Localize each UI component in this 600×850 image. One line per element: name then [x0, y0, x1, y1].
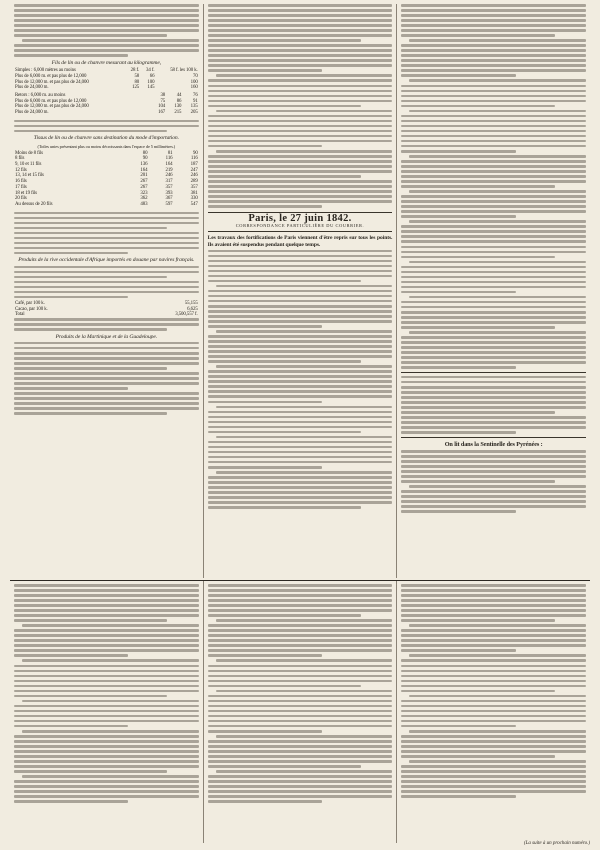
row-value: 116 [165, 156, 173, 162]
row-value: 357 [165, 184, 173, 190]
row-value: 357 [190, 184, 198, 190]
dateline-title: Paris, le 27 juin 1842. [248, 212, 352, 224]
row-value: 136 [140, 162, 148, 167]
row-value: 160 [190, 85, 198, 91]
row-value: 597 [165, 201, 173, 207]
row-value: 381 [190, 190, 198, 196]
row-label: Plus de 12,000 m. et pas plus de 24,000 [15, 104, 89, 110]
tissus-heading: Tissus de lin ou de chanvre sans destination du mode d'importation. [33, 135, 179, 142]
row-value: 90 [142, 156, 148, 162]
row-value: 66 [149, 73, 155, 79]
row-value: 187 [190, 162, 198, 167]
row-value: 44 [176, 92, 182, 98]
row-value: 201 [140, 173, 148, 179]
left-column [10, 4, 203, 578]
row-value: 91 [192, 98, 198, 104]
martinique-heading: Produits de la Martinique et de la Guadeloupe. [55, 333, 158, 340]
row-label: Plus de 12,000 m. et pas plus de 24,000 [15, 79, 89, 85]
row-label: 17 fils [15, 184, 27, 190]
right-column [396, 4, 590, 578]
row-value: 80 [142, 150, 148, 156]
row-value: 38 [160, 92, 166, 98]
row-value: 6,625 [187, 306, 198, 312]
produits-heading: Produits de la rive occidentale d'Afrique importés en douane par navires français. [18, 257, 195, 264]
fils-simples-table [14, 68, 199, 91]
chambre-title: On lit dans la Sentinelle des Pyrénées : [444, 440, 543, 448]
row-value: 81 [167, 150, 173, 156]
row-value: 393 [165, 190, 173, 196]
row-label: Plus de 6,000 m. et pas plus de 12,000 [15, 98, 87, 104]
row-label: Plus de 24,000 m. [15, 85, 49, 91]
row-value: 246 [190, 173, 198, 179]
row-label: Moins de 8 fils [15, 150, 43, 156]
row-value: 90 [192, 150, 198, 156]
row-value: 76 [192, 92, 198, 98]
row-label: Plus de 6,000 m. et pas plus de 12,000 [15, 73, 87, 79]
row-value: 116 [190, 156, 198, 162]
row-value: 367 [165, 196, 173, 202]
row-label: 12 fils [15, 167, 27, 173]
row-value: 267 [140, 179, 148, 185]
row-value: 164 [140, 167, 148, 173]
fils-heading: Fils de lin ou de chanvre mesurant au kilogramme, [51, 59, 162, 66]
row-label: 9, 10 et 11 fils [15, 162, 42, 167]
row-value: 267 [140, 184, 148, 190]
row-label: Au dessus de 20 fils [15, 201, 53, 207]
row-value: 58 [134, 73, 140, 79]
tissus-table [14, 151, 199, 208]
row-value: 219 [165, 167, 173, 173]
feuilleton-band [10, 580, 590, 843]
row-value: 167 [158, 110, 166, 116]
row-value: 75 [160, 98, 166, 104]
middle-column [203, 4, 397, 578]
row-value: 330 [190, 196, 198, 202]
row-value: 100 [190, 79, 198, 85]
row-label: Café, par 100 k. [15, 300, 45, 306]
dateline-masthead [208, 212, 393, 232]
row-value: 246 [165, 173, 173, 179]
row-value: 100 [147, 79, 155, 85]
row-label: 18 et 19 fils [15, 190, 37, 196]
row-label: Simples : 6,000 mètres au moins [15, 68, 76, 74]
row-value: 34 f. [146, 68, 155, 74]
row-value: 3,500,557 f. [175, 312, 198, 318]
row-value: 289 [190, 179, 198, 185]
row-label: Retors : 6,000 m. au moins [15, 92, 66, 98]
row-value: 58 f. les 100 k. [170, 68, 198, 74]
row-value: 164 [165, 162, 173, 167]
totals-table [14, 301, 199, 318]
row-value: 215 [174, 110, 182, 116]
row-value: 70 [192, 73, 198, 79]
row-value: 247 [190, 167, 198, 173]
row-value: 125 [132, 85, 140, 91]
continuation-note: (La suite à un prochain numéro.) [523, 841, 590, 846]
row-value: 145 [147, 85, 155, 91]
row-value: 135 [190, 104, 198, 110]
row-label: Cacao, par 100 k. [15, 306, 48, 312]
upper-columns [10, 4, 590, 578]
tissus-subheading: (Toiles unies présentant plus ou moins décroissants dans l'espace de 5 millimètres.) [37, 143, 176, 149]
feuilleton-col-3 [396, 581, 590, 843]
row-value: 362 [140, 196, 148, 202]
row-value: 483 [140, 201, 148, 207]
row-label: 20 fils [15, 196, 27, 202]
lead-paragraph: Les travaux des fortifications de Paris viennent d'être repris sur tous les points. Ils avaient été suspendus pendant quelque temps. [207, 235, 393, 248]
row-value: 28 f. [130, 68, 140, 74]
row-value: 547 [190, 201, 198, 207]
row-value: 205 [190, 110, 198, 116]
simples-row [14, 85, 199, 91]
row-value: 323 [140, 190, 148, 196]
row-value: 80 [134, 79, 140, 85]
row-label: 8 fils [15, 156, 25, 162]
fils-retors-table [14, 93, 199, 116]
row-value: 55,155 [184, 300, 198, 306]
row-value: 317 [165, 179, 173, 185]
feuilleton-col-2 [203, 581, 397, 843]
row-label: 13, 14 et 15 fils [15, 173, 44, 179]
dateline-subtitle: CORRESPONDANCE PARTICULIÈRE DU COURRIER. [235, 223, 365, 229]
row-value: 130 [174, 104, 182, 110]
row-label: Plus de 24,000 m. [15, 110, 49, 116]
row-label: Total [15, 312, 25, 318]
row-value: 104 [158, 104, 166, 110]
feuilleton-col-1 [10, 581, 203, 843]
row-label: 16 fils [15, 179, 27, 185]
row-value: 86 [176, 98, 182, 104]
